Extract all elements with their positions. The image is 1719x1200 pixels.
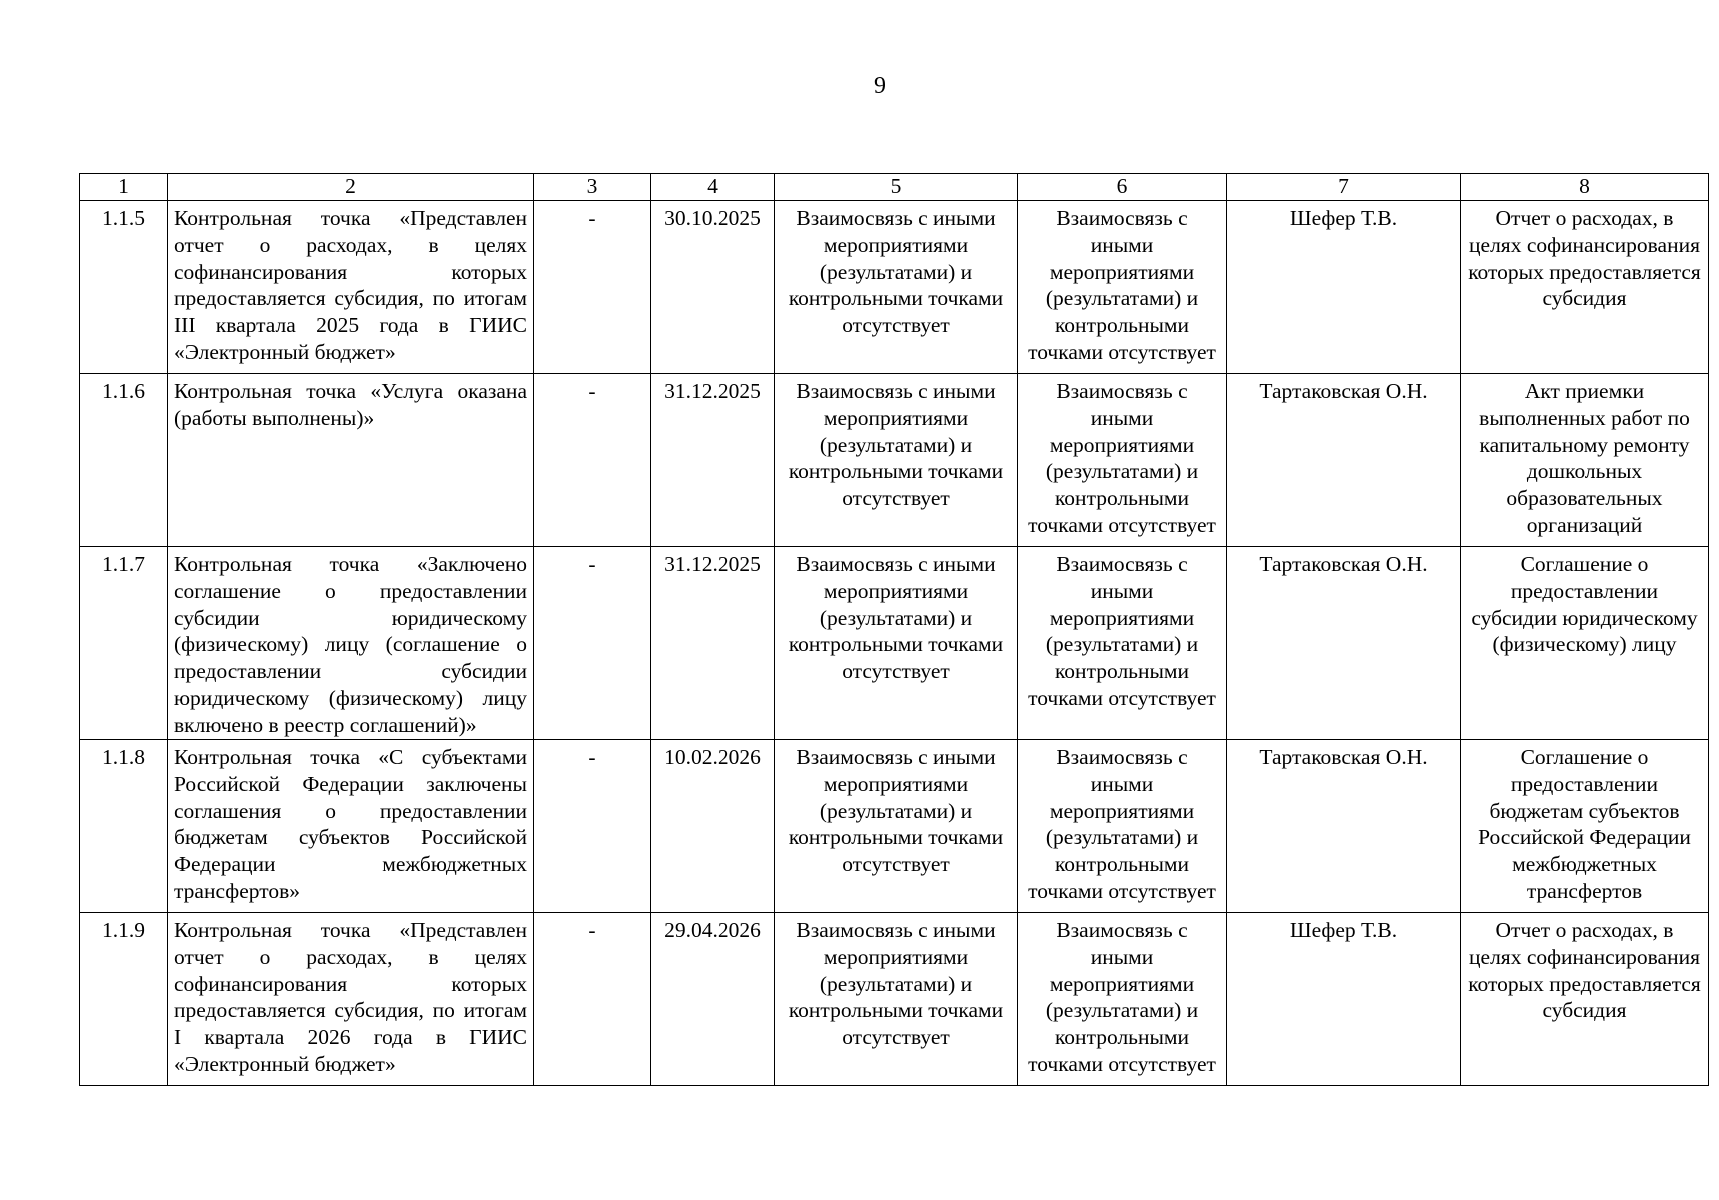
control-point-name: Контрольная точка «С субъектами Российской Федерации заключены соглашения о предоставлении бюджетам субъектов Российской Федерации межбюджетных трансфертов»: [168, 740, 534, 913]
predecessor-cell: -: [534, 547, 651, 740]
column-header: 4: [651, 174, 775, 201]
row-number: 1.1.8: [80, 740, 168, 913]
responsible-person: Шефер Т.В.: [1227, 201, 1461, 374]
table-row: [80, 547, 1709, 740]
row-number: 1.1.5: [80, 201, 168, 374]
due-date: 31.12.2025: [651, 547, 775, 740]
responsible-person: Тартаковская О.Н.: [1227, 374, 1461, 547]
due-date: 31.12.2025: [651, 374, 775, 547]
relation-cell: Взаимосвязь с иными мероприятиями (результатами) и контрольными точками отсутствует: [1018, 740, 1227, 913]
control-point-name: Контрольная точка «Представлен отчет о расходах, в целях софинансирования которых предоставляется субсидия, по итогам I квартала 2026 года в ГИИС «Электронный бюджет»: [168, 913, 534, 1086]
column-header: 7: [1227, 174, 1461, 201]
column-header: 2: [168, 174, 534, 201]
control-points-table: [79, 173, 1709, 1086]
predecessor-cell: -: [534, 201, 651, 374]
row-number: 1.1.6: [80, 374, 168, 547]
due-date: 10.02.2026: [651, 740, 775, 913]
relation-cell: Взаимосвязь с иными мероприятиями (результатами) и контрольными точками отсутствует: [1018, 374, 1227, 547]
relation-cell: Взаимосвязь с иными мероприятиями (результатами) и контрольными точками отсутствует: [775, 201, 1018, 374]
control-point-name: Контрольная точка «Заключено соглашение о предоставлении субсидии юридическому (физическому) лицу (соглашение о предоставлении субсидии юридическому (физическому) лицу включено в реестр соглашений)»: [168, 547, 534, 740]
table-header-row: [80, 174, 1709, 201]
relation-cell: Взаимосвязь с иными мероприятиями (результатами) и контрольными точками отсутствует: [775, 740, 1018, 913]
table-row: [80, 913, 1709, 1086]
due-date: 30.10.2025: [651, 201, 775, 374]
responsible-person: Шефер Т.В.: [1227, 913, 1461, 1086]
row-number: 1.1.7: [80, 547, 168, 740]
due-date: 29.04.2026: [651, 913, 775, 1086]
document-type: Отчет о расходах, в целях софинансирования которых предоставляется субсидия: [1461, 913, 1709, 1086]
relation-cell: Взаимосвязь с иными мероприятиями (результатами) и контрольными точками отсутствует: [775, 913, 1018, 1086]
responsible-person: Тартаковская О.Н.: [1227, 740, 1461, 913]
document-type: Соглашение о предоставлении бюджетам субъектов Российской Федерации межбюджетных трансфертов: [1461, 740, 1709, 913]
table-row: [80, 740, 1709, 913]
relation-cell: Взаимосвязь с иными мероприятиями (результатами) и контрольными точками отсутствует: [775, 547, 1018, 740]
column-header: 5: [775, 174, 1018, 201]
responsible-person: Тартаковская О.Н.: [1227, 547, 1461, 740]
predecessor-cell: -: [534, 374, 651, 547]
relation-cell: Взаимосвязь с иными мероприятиями (результатами) и контрольными точками отсутствует: [1018, 913, 1227, 1086]
document-type: Соглашение о предоставлении субсидии юридическому (физическому) лицу: [1461, 547, 1709, 740]
column-header: 3: [534, 174, 651, 201]
relation-cell: Взаимосвязь с иными мероприятиями (результатами) и контрольными точками отсутствует: [775, 374, 1018, 547]
column-header: 8: [1461, 174, 1709, 201]
table-row: [80, 201, 1709, 374]
document-type: Отчет о расходах, в целях софинансирования которых предоставляется субсидия: [1461, 201, 1709, 374]
row-number: 1.1.9: [80, 913, 168, 1086]
relation-cell: Взаимосвязь с иными мероприятиями (результатами) и контрольными точками отсутствует: [1018, 201, 1227, 374]
predecessor-cell: -: [534, 740, 651, 913]
table-row: [80, 374, 1709, 547]
column-header: 1: [80, 174, 168, 201]
column-header: 6: [1018, 174, 1227, 201]
control-point-name: Контрольная точка «Услуга оказана (работы выполнены)»: [168, 374, 534, 547]
predecessor-cell: -: [534, 913, 651, 1086]
relation-cell: Взаимосвязь с иными мероприятиями (результатами) и контрольными точками отсутствует: [1018, 547, 1227, 740]
page-number: 9: [874, 73, 886, 99]
control-point-name: Контрольная точка «Представлен отчет о расходах, в целях софинансирования которых предоставляется субсидия, по итогам III квартала 2025 года в ГИИС «Электронный бюджет»: [168, 201, 534, 374]
document-type: Акт приемки выполненных работ по капитальному ремонту дошкольных образовательных организаций: [1461, 374, 1709, 547]
